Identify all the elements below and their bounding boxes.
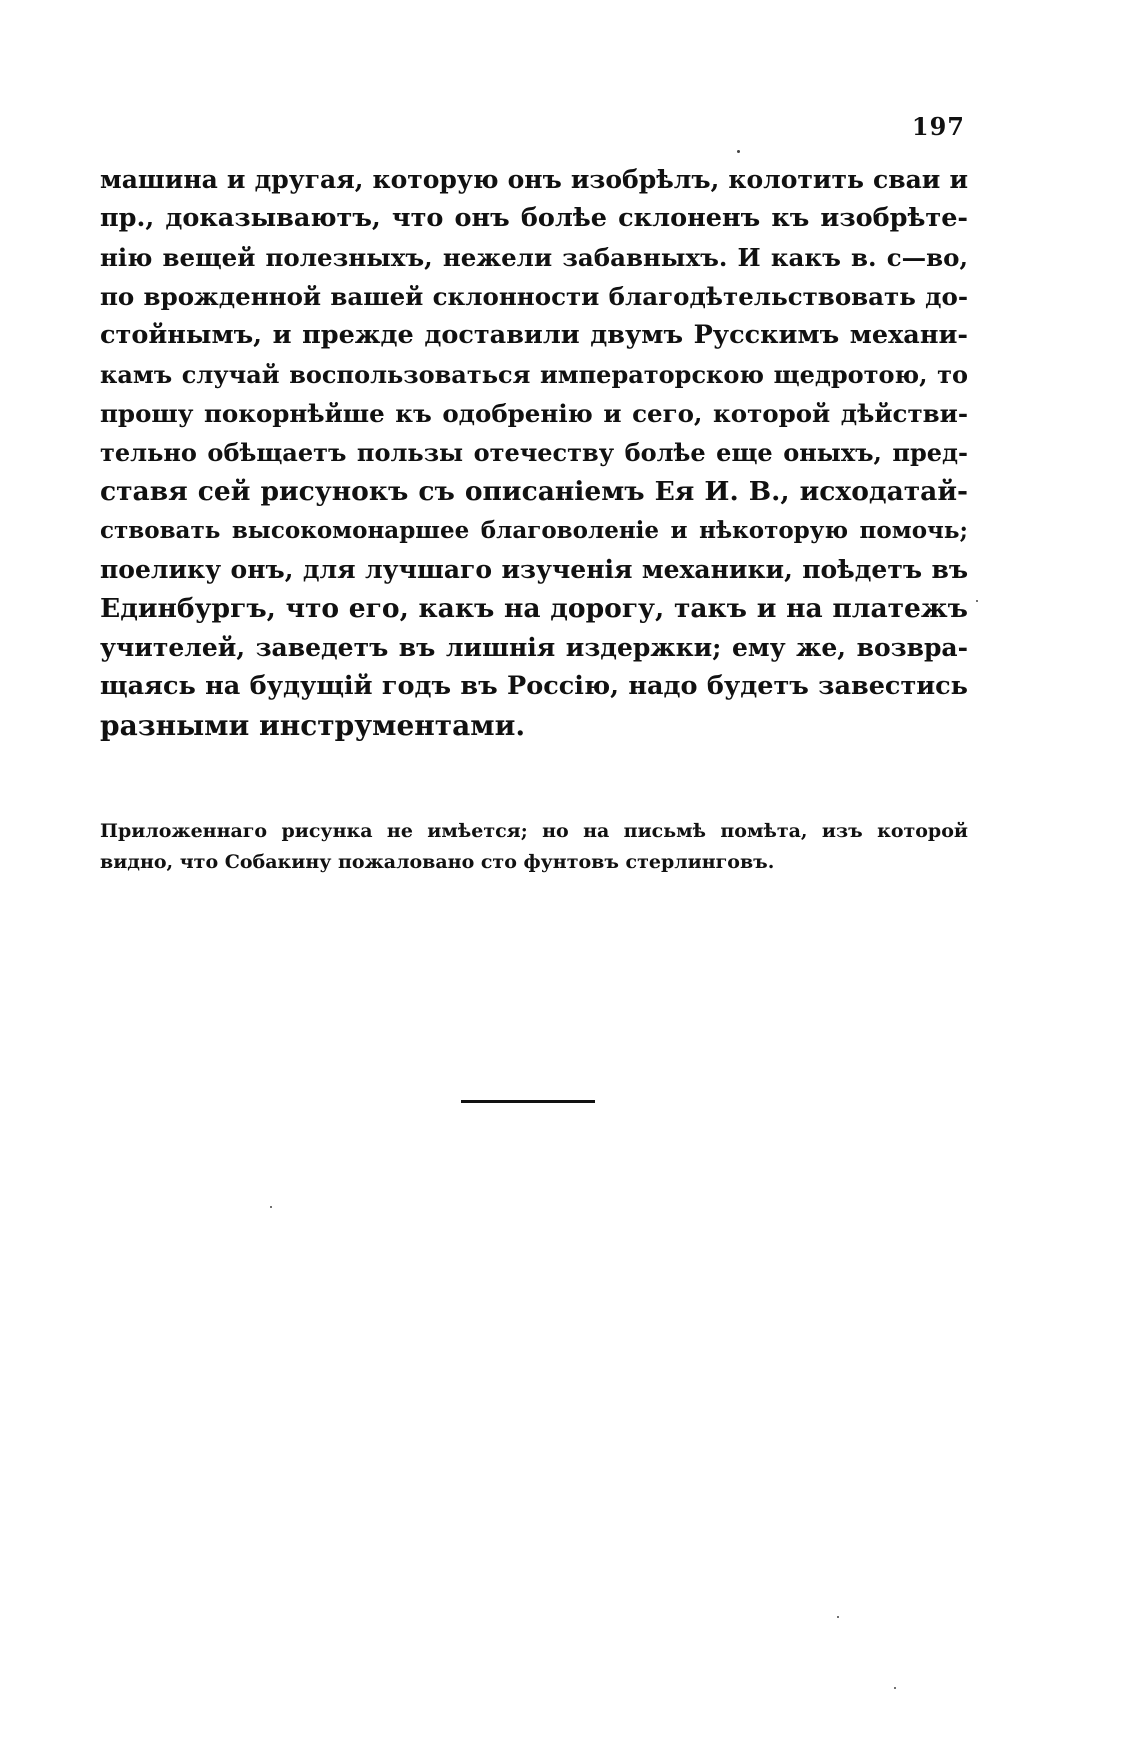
editorial-note — [100, 816, 968, 878]
scan-speck — [270, 1206, 272, 1208]
body-line: ствовать высокомонаршее благоволеніе и нѣкоторую помочь; — [100, 517, 968, 544]
scan-speck — [976, 600, 978, 602]
body-text — [100, 160, 968, 745]
scan-speck — [894, 1687, 896, 1689]
body-line: учителей, заведетъ въ лишнія издержки; ему же, возвра- — [100, 633, 968, 662]
body-line: машина и другая, которую онъ изобрѣлъ, колотить сваи и — [100, 165, 968, 194]
body-line-last: разными инструментами. — [100, 709, 526, 742]
body-line: прошу покорнѣйше къ одобренію и сего, которой дѣйстви- — [100, 399, 968, 428]
note-line-last: видно, что Собакину пожаловано сто фунтовъ стерлинговъ. — [100, 851, 775, 873]
section-divider — [461, 1100, 595, 1103]
note-line: Приложеннаго рисунка не имѣется; но на письмѣ помѣта, изъ которой — [100, 820, 968, 842]
body-line: по врожденной вашей склонности благодѣтельствовать до- — [100, 282, 968, 311]
body-line: нію вещей полезныхъ, нежели забавныхъ. И какъ в. с—во, — [100, 243, 968, 272]
body-line: Единбургъ, что его, какъ на дорогу, такъ и на платежъ — [100, 593, 968, 624]
body-line: поелику онъ, для лучшаго изученія механики, поѣдетъ въ — [100, 555, 968, 584]
body-line: тельно обѣщаетъ пользы отечеству болѣе еще оныхъ, пред- — [100, 438, 968, 467]
page-number: 197 — [911, 112, 965, 141]
body-line: пр., доказываютъ, что онъ болѣе склоненъ къ изобрѣте- — [100, 203, 968, 233]
scan-speck — [737, 150, 740, 153]
body-line: щаясь на будущій годъ въ Россію, надо будетъ завестись — [100, 671, 968, 701]
scan-speck — [837, 1616, 839, 1618]
body-line: ставя сей рисунокъ съ описаніемъ Ея И. В., исходатай- — [100, 476, 968, 507]
body-line: стойнымъ, и прежде доставили двумъ Русскимъ механи- — [100, 320, 968, 350]
body-line: камъ случай воспользоваться императорскою щедротою, то — [100, 360, 968, 389]
